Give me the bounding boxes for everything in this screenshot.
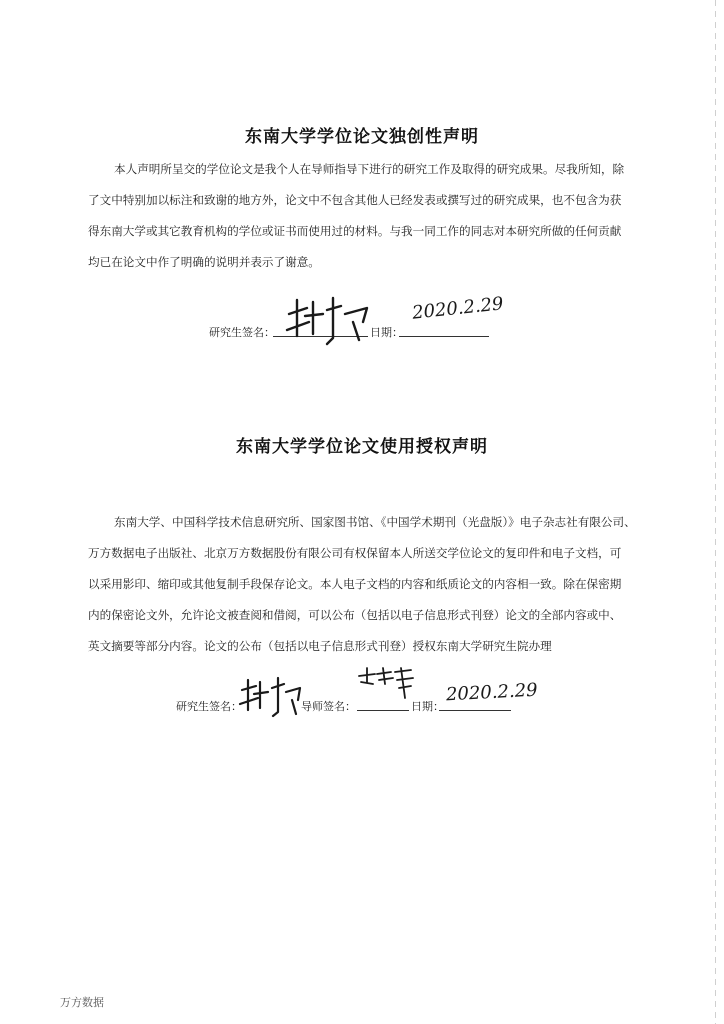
- advisor-signature: [355, 664, 415, 704]
- student-signature-label: 研究生签名：: [209, 326, 275, 339]
- declaration-line: 了文中特别加以标注和致谢的地方外，论文中不包含其他人已经发表或撰写过的研究成果，也不包含为获: [88, 193, 622, 207]
- authorization-line: 东南大学、中国科学技术信息研究所、国家图书馆、《中国学术期刊（光盘版）》电子杂志社有限公司、: [114, 515, 636, 529]
- authorization-line: 万方数据电子出版社、北京万方数据股份有限公司有权保留本人所送交学位论文的复印件和电子文档，可: [88, 546, 622, 560]
- scan-edge-line: [715, 0, 716, 1024]
- declaration-line: 均已在论文中作了明确的说明并表示了谢意。: [88, 255, 320, 269]
- declaration-body: [88, 154, 624, 278]
- handwritten-date-2: 2020.2.29: [445, 679, 539, 706]
- student-signature-2: [238, 674, 304, 718]
- authorization-body: [88, 507, 636, 662]
- date-label: 日期：: [370, 326, 403, 339]
- student-signature-label-2: 研究生签名：: [176, 700, 242, 713]
- student-signature: [283, 292, 373, 346]
- authorization-line: 内的保密论文外，允许论文被查阅和借阅，可以公布（包括以电子信息形式刊登）论文的全部内容或中、: [88, 608, 622, 622]
- date-label-2: 日期：: [411, 700, 444, 713]
- declaration-line: 得东南大学或其它教育机构的学位或证书而使用过的材料。与我一同工作的同志对本研究所做的任何贡献: [88, 224, 622, 238]
- declaration-line: 本人声明所呈交的学位论文是我个人在导师指导下进行的研究工作及取得的研究成果。尽我所知，除: [114, 162, 625, 176]
- handwritten-date: 2020.2.29: [411, 293, 505, 324]
- authorization-line: 以采用影印、缩印或其他复制手段保存论文。本人电子文档的内容和纸质论文的内容相一致。除在保密期: [88, 577, 622, 591]
- authorization-title: 东南大学学位论文使用授权声明: [236, 437, 488, 457]
- declaration-title: 东南大学学位论文独创性声明: [245, 127, 479, 147]
- advisor-signature-label: 导师签名：: [301, 700, 356, 713]
- authorization-line: 英文摘要等部分内容。论文的公布（包括以电子信息形式刊登）授权东南大学研究生院办理: [88, 639, 552, 653]
- footer-watermark: 万方数据: [60, 996, 104, 1009]
- date-line-2: [439, 710, 511, 711]
- date-line: [399, 336, 489, 337]
- advisor-signature-line: [357, 710, 409, 711]
